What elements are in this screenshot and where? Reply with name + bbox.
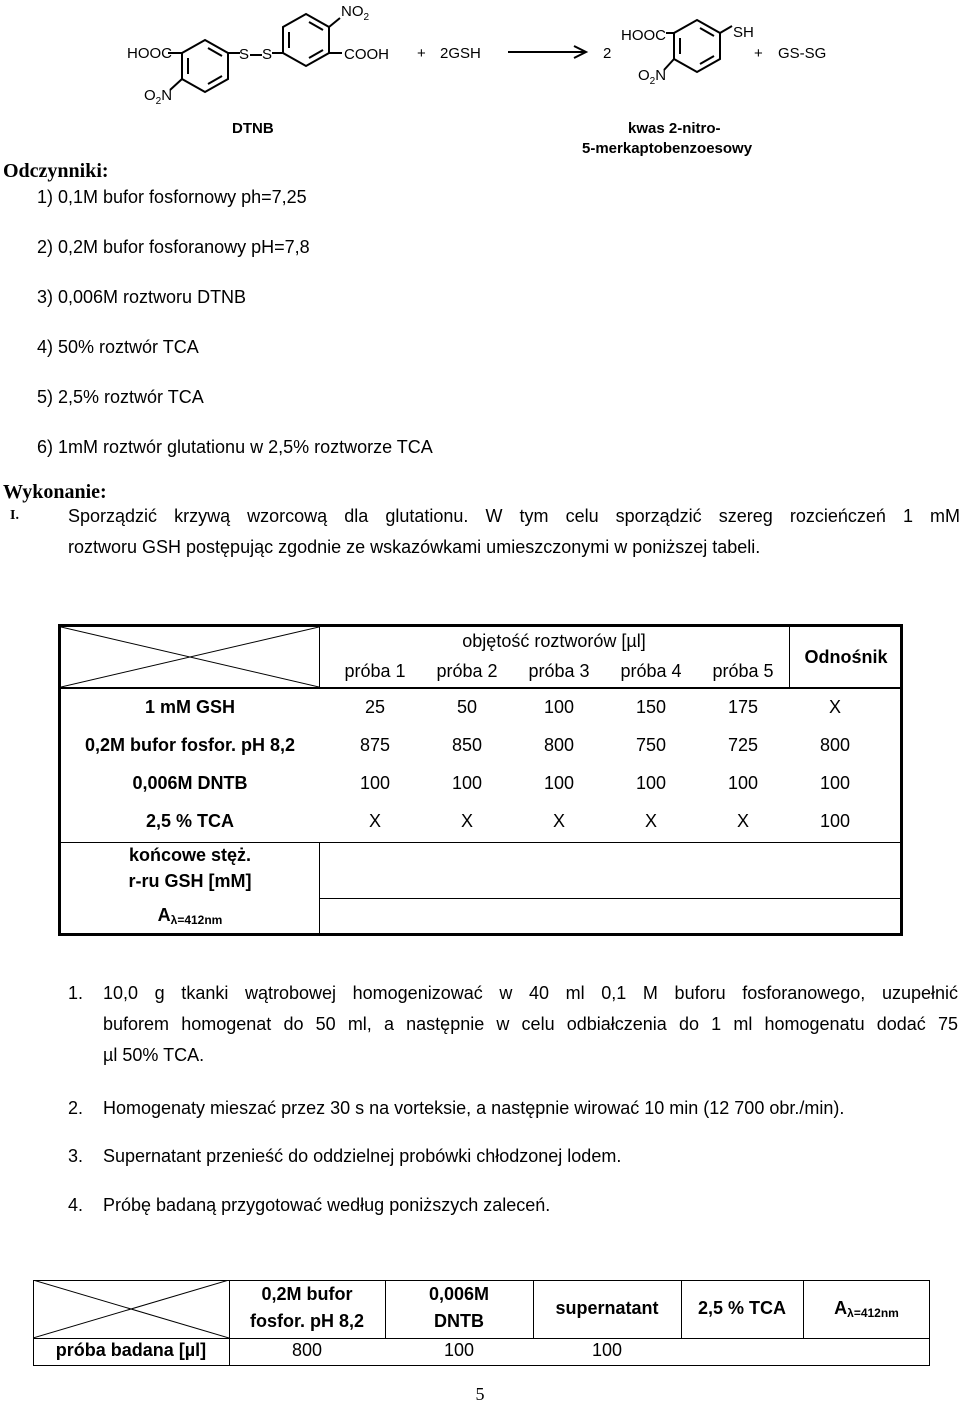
table-cell: X xyxy=(552,811,565,831)
nitro-label-top: $NO_2$ xyxy=(341,3,370,23)
nitro-label-left: $O_2N$ xyxy=(144,87,173,107)
table-cell: 100 xyxy=(727,773,759,793)
test-sample-label: próba badana [µl] xyxy=(55,1340,207,1360)
step-text-line: µl 50% TCA. xyxy=(103,1045,205,1065)
final-concentration-label-1: końcowe stęż. xyxy=(128,845,252,865)
table-cell: X xyxy=(644,811,657,831)
step-number: 3. xyxy=(68,1146,84,1166)
step-number: 1. xyxy=(68,983,84,1003)
step-text-line: Próbę badaną przygotować według poniższych zaleceń. xyxy=(103,1195,551,1215)
step-number: 4. xyxy=(68,1195,84,1215)
table-cell: 100 xyxy=(819,773,851,793)
page-number: 5 xyxy=(475,1384,485,1404)
product-caption-line2: 5-merkaptobenzoesowy xyxy=(582,140,753,157)
step-text-line: buforem homogenat do 50 ml, a następnie w celu odbiałczenia do 1 ml homogenatu dodać 75 xyxy=(103,1014,958,1034)
absorbance-label: $A_{\lambda=412nm}$ xyxy=(157,905,223,927)
buffer-header-2: fosfor. pH 8,2 xyxy=(249,1311,365,1331)
header-diagonal-lines xyxy=(33,1280,229,1338)
table-cell: 100 xyxy=(451,773,483,793)
table-cell: 100 xyxy=(543,773,575,793)
final-concentration-label-2: r-ru GSH [mM] xyxy=(128,871,252,891)
divider xyxy=(33,1338,930,1339)
hooc-label-left: HOOC xyxy=(127,45,172,62)
reagent-item: 6) 1mM roztwór glutationu w 2,5% roztworze TCA xyxy=(37,437,433,457)
table-cell: 100 xyxy=(819,811,851,831)
step-text-line: Homogenaty mieszać przez 30 s na vorteksie, a następnie wirować 10 min (12 700 obr./min). xyxy=(103,1098,845,1118)
reagent-item: 5) 2,5% roztwór TCA xyxy=(37,387,204,407)
divider xyxy=(789,627,790,687)
plus-sign-1: + xyxy=(417,45,426,62)
table-cell: 800 xyxy=(543,735,575,755)
table-cell: 100 xyxy=(635,773,667,793)
dtnb-header-1: 0,006M xyxy=(428,1284,490,1304)
procedure-line-1: Sporządzić krzywą wzorcową dla glutationu. W tym celu sporządzić szereg rozcieńczeń 1 mM xyxy=(68,506,960,526)
plus-sign-2: + xyxy=(754,45,763,62)
hooc-label-right: HOOC xyxy=(621,27,666,44)
reagent-item: 4) 50% roztwór TCA xyxy=(37,337,199,357)
table-cell: 150 xyxy=(635,697,667,717)
volume-group-header: objętość roztworów [µl] xyxy=(462,631,646,651)
dtnb-caption: DTNB xyxy=(232,120,274,137)
header-diagonal-lines xyxy=(61,627,319,687)
row-label: 0,006M DNTB xyxy=(132,773,248,793)
absorbance-header: $A_{\lambda=412nm}$ xyxy=(834,1298,899,1320)
sample-column-header: próba 4 xyxy=(620,661,682,681)
table-cell: 100 xyxy=(359,773,391,793)
roman-numeral: I. xyxy=(10,508,19,523)
divider xyxy=(319,842,320,936)
table-cell: 800 xyxy=(819,735,851,755)
supernatant-header: supernatant xyxy=(555,1298,659,1318)
test-sample-supernatant-value: 100 xyxy=(591,1340,623,1360)
reagent-item: 1) 0,1M bufor fosfornowy ph=7,25 xyxy=(37,187,307,207)
sample-column-header: próba 5 xyxy=(712,661,774,681)
table-cell: 725 xyxy=(727,735,759,755)
gsh-label: 2GSH xyxy=(440,45,481,62)
calibration-table xyxy=(58,624,903,936)
reaction-scheme xyxy=(0,0,960,160)
test-sample-table xyxy=(33,1280,930,1366)
sulfur-label-1: S xyxy=(239,46,250,63)
tca-header: 2,5 % TCA xyxy=(697,1298,787,1318)
sample-column-header: próba 1 xyxy=(344,661,406,681)
divider xyxy=(61,687,903,689)
table-cell: X xyxy=(368,811,381,831)
step-text-line: 10,0 g tkanki wątrobowej homogenizować w 40 ml 0,1 M buforu fosforanowego, uzupełnić xyxy=(103,983,958,1003)
table-cell: 850 xyxy=(451,735,483,755)
test-sample-dtnb-value: 100 xyxy=(443,1340,475,1360)
step-number: 2. xyxy=(68,1098,84,1118)
cooh-label: COOH xyxy=(344,46,389,63)
reagents-heading: Odczynniki: xyxy=(3,160,109,182)
table-cell: 100 xyxy=(543,697,575,717)
procedure-line-2: roztworu GSH postępując zgodnie ze wskazówkami umieszczonymi w poniższej tabeli. xyxy=(68,537,761,557)
table-cell: 50 xyxy=(456,697,478,717)
table-cell: 175 xyxy=(727,697,759,717)
table-cell: 25 xyxy=(364,697,386,717)
row-label: 0,2M bufor fosfor. pH 8,2 xyxy=(84,735,296,755)
step-text-line: Supernatant przenieść do oddzielnej probówki chłodzonej lodem. xyxy=(103,1146,622,1166)
test-sample-buffer-value: 800 xyxy=(291,1340,323,1360)
nitro-label-right: $O_2N$ xyxy=(638,67,667,87)
table-cell: X xyxy=(736,811,749,831)
stoichiometric-coefficient: 2 xyxy=(603,45,612,62)
sample-column-header: próba 3 xyxy=(528,661,590,681)
table-cell: X xyxy=(828,697,841,717)
procedure-heading: Wykonanie: xyxy=(3,481,107,503)
table-cell: 750 xyxy=(635,735,667,755)
sh-label: SH xyxy=(733,24,754,41)
gssg-label: GS-SG xyxy=(778,45,827,62)
row-label: 2,5 % TCA xyxy=(145,811,235,831)
sulfur-label-2: S xyxy=(262,46,273,63)
row-label: 1 mM GSH xyxy=(144,697,236,717)
dtnb-header-2: DNTB xyxy=(434,1311,484,1331)
reagent-item: 3) 0,006M roztworu DTNB xyxy=(37,287,247,307)
reagent-item: 2) 0,2M bufor fosforanowy pH=7,8 xyxy=(37,237,310,257)
buffer-header-1: 0,2M bufor xyxy=(261,1284,353,1304)
table-cell: X xyxy=(460,811,473,831)
divider xyxy=(61,842,903,843)
sample-column-header: próba 2 xyxy=(436,661,498,681)
table-cell: 875 xyxy=(359,735,391,755)
product-caption-line1: kwas 2-nitro- xyxy=(628,120,721,137)
reference-header: Odnośnik xyxy=(804,647,888,667)
divider xyxy=(319,898,903,899)
